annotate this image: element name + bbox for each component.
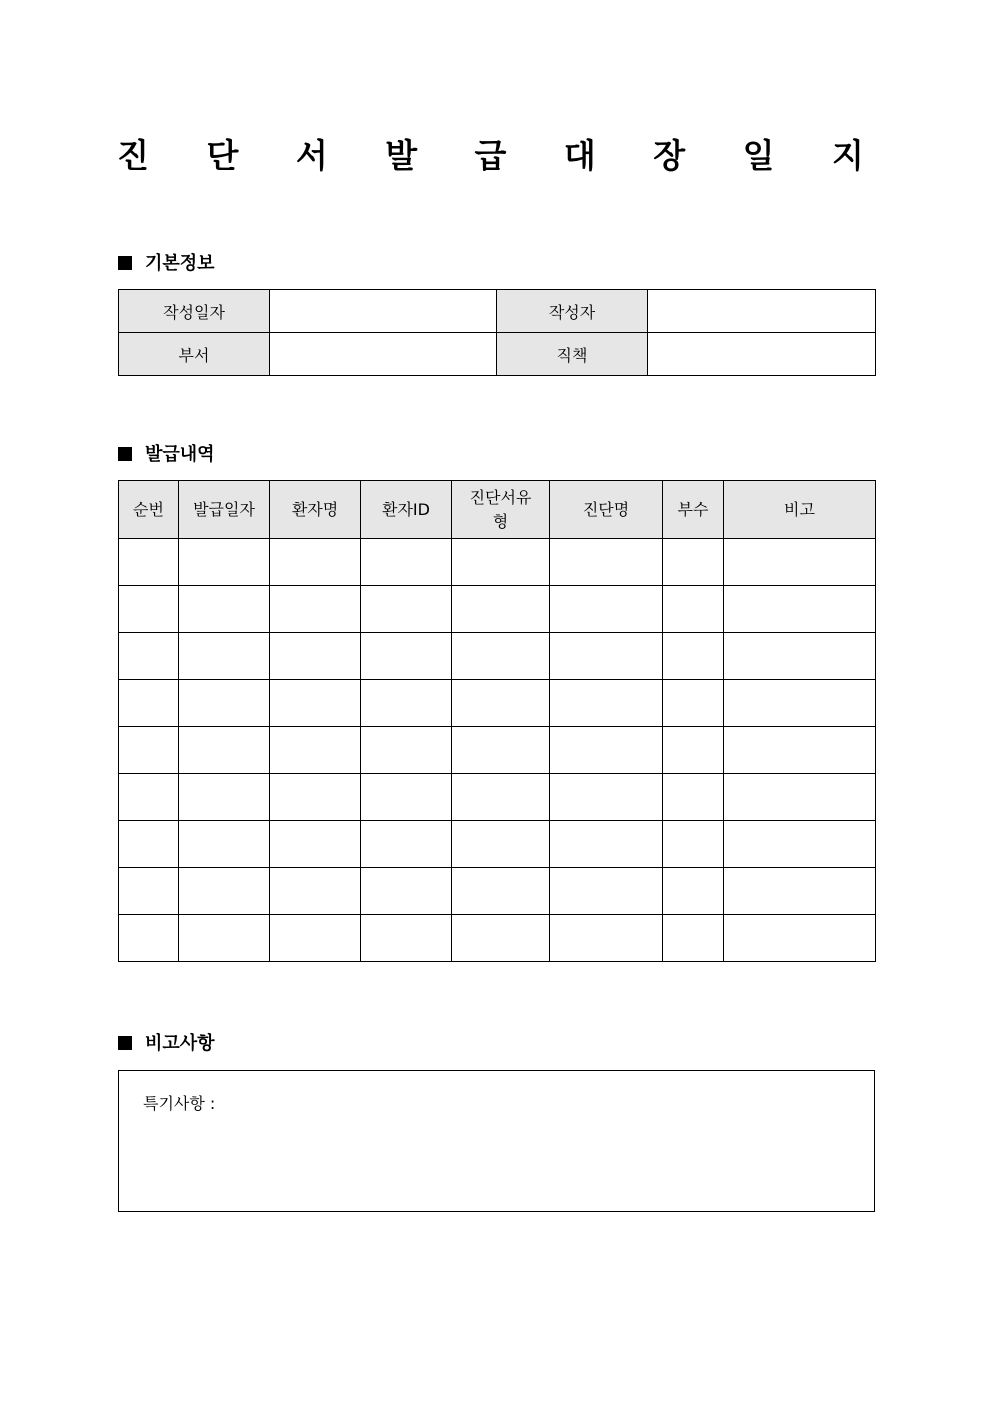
table-cell[interactable] <box>270 727 361 774</box>
table-row <box>119 727 876 774</box>
square-bullet-icon <box>118 447 132 461</box>
table-cell[interactable] <box>452 868 550 915</box>
table-cell[interactable] <box>663 727 724 774</box>
table-cell[interactable] <box>270 633 361 680</box>
table-cell[interactable] <box>119 586 179 633</box>
label-writer: 작성자 <box>497 290 648 333</box>
table-cell[interactable] <box>724 774 876 821</box>
table-row <box>119 774 876 821</box>
label-write-date: 작성일자 <box>119 290 270 333</box>
table-cell[interactable] <box>550 633 663 680</box>
table-cell[interactable] <box>119 727 179 774</box>
table-cell[interactable] <box>119 868 179 915</box>
table-cell[interactable] <box>270 774 361 821</box>
table-cell[interactable] <box>663 586 724 633</box>
basic-info-table <box>118 289 876 376</box>
table-cell[interactable] <box>270 821 361 868</box>
issuance-table <box>118 480 876 962</box>
table-cell[interactable] <box>179 821 270 868</box>
table-cell[interactable] <box>361 727 452 774</box>
table-cell[interactable] <box>550 868 663 915</box>
square-bullet-icon <box>118 1036 132 1050</box>
table-row <box>119 868 876 915</box>
table-cell[interactable] <box>270 915 361 962</box>
table-cell[interactable] <box>452 727 550 774</box>
col-header-note: 비고 <box>724 481 876 539</box>
table-cell[interactable] <box>179 915 270 962</box>
table-cell[interactable] <box>179 586 270 633</box>
col-header-copies: 부수 <box>663 481 724 539</box>
table-cell[interactable] <box>119 680 179 727</box>
department-field[interactable] <box>270 333 497 376</box>
write-date-field[interactable] <box>270 290 497 333</box>
issuance-table-body <box>119 539 876 962</box>
table-cell[interactable] <box>361 915 452 962</box>
table-cell[interactable] <box>724 539 876 586</box>
table-cell[interactable] <box>663 915 724 962</box>
table-cell[interactable] <box>179 868 270 915</box>
table-cell[interactable] <box>724 680 876 727</box>
table-cell[interactable] <box>119 915 179 962</box>
table-cell[interactable] <box>179 539 270 586</box>
table-cell[interactable] <box>361 868 452 915</box>
table-row <box>119 333 876 376</box>
table-cell[interactable] <box>361 774 452 821</box>
label-department: 부서 <box>119 333 270 376</box>
writer-field[interactable] <box>648 290 876 333</box>
position-field[interactable] <box>648 333 876 376</box>
table-row <box>119 633 876 680</box>
table-cell[interactable] <box>550 774 663 821</box>
table-cell[interactable] <box>724 586 876 633</box>
table-cell[interactable] <box>361 539 452 586</box>
basic-info-heading <box>118 252 215 276</box>
special-notes-label: 특기사항 : <box>143 1094 216 1113</box>
table-cell[interactable] <box>452 680 550 727</box>
table-cell[interactable] <box>550 680 663 727</box>
table-cell[interactable] <box>361 633 452 680</box>
table-cell[interactable] <box>663 821 724 868</box>
table-cell[interactable] <box>452 774 550 821</box>
table-cell[interactable] <box>361 680 452 727</box>
table-cell[interactable] <box>452 915 550 962</box>
col-header-cert-type: 진단서유형 <box>452 481 550 539</box>
table-cell[interactable] <box>270 868 361 915</box>
table-cell[interactable] <box>663 774 724 821</box>
table-cell[interactable] <box>361 586 452 633</box>
table-cell[interactable] <box>663 868 724 915</box>
label-position: 직책 <box>497 333 648 376</box>
remarks-box[interactable] <box>118 1070 875 1212</box>
remarks-heading-text: 비고사항 <box>145 1033 215 1054</box>
col-header-patient-name: 환자명 <box>270 481 361 539</box>
issuance-heading <box>118 443 215 467</box>
table-cell[interactable] <box>724 633 876 680</box>
table-header-row <box>119 481 876 539</box>
table-cell[interactable] <box>724 821 876 868</box>
table-cell[interactable] <box>179 727 270 774</box>
table-cell[interactable] <box>361 821 452 868</box>
table-cell[interactable] <box>179 680 270 727</box>
page-title: 진 단 서 발 급 대 장 일 지 <box>117 136 887 175</box>
table-cell[interactable] <box>550 727 663 774</box>
table-cell[interactable] <box>452 633 550 680</box>
col-header-patient-id: 환자ID <box>361 481 452 539</box>
table-cell[interactable] <box>119 539 179 586</box>
table-cell[interactable] <box>550 539 663 586</box>
table-row <box>119 586 876 633</box>
table-cell[interactable] <box>724 727 876 774</box>
table-cell[interactable] <box>119 774 179 821</box>
table-cell[interactable] <box>550 821 663 868</box>
table-row <box>119 915 876 962</box>
remarks-heading <box>118 1032 215 1056</box>
table-cell[interactable] <box>270 586 361 633</box>
col-header-issue-date: 발급일자 <box>179 481 270 539</box>
table-cell[interactable] <box>119 821 179 868</box>
table-cell[interactable] <box>663 633 724 680</box>
basic-info-heading-text: 기본정보 <box>145 253 215 274</box>
table-cell[interactable] <box>452 586 550 633</box>
table-row <box>119 539 876 586</box>
square-bullet-icon <box>118 256 132 270</box>
table-cell[interactable] <box>452 539 550 586</box>
table-cell[interactable] <box>270 539 361 586</box>
table-cell[interactable] <box>179 774 270 821</box>
issuance-heading-text: 발급내역 <box>145 444 215 465</box>
table-cell[interactable] <box>179 633 270 680</box>
table-row <box>119 821 876 868</box>
table-cell[interactable] <box>663 680 724 727</box>
table-cell[interactable] <box>452 821 550 868</box>
col-header-seq: 순번 <box>119 481 179 539</box>
table-cell[interactable] <box>270 680 361 727</box>
table-cell[interactable] <box>550 586 663 633</box>
table-cell[interactable] <box>724 868 876 915</box>
table-row <box>119 290 876 333</box>
col-header-diagnosis: 진단명 <box>550 481 663 539</box>
table-cell[interactable] <box>550 915 663 962</box>
table-cell[interactable] <box>724 915 876 962</box>
table-row <box>119 680 876 727</box>
table-cell[interactable] <box>119 633 179 680</box>
table-cell[interactable] <box>663 539 724 586</box>
